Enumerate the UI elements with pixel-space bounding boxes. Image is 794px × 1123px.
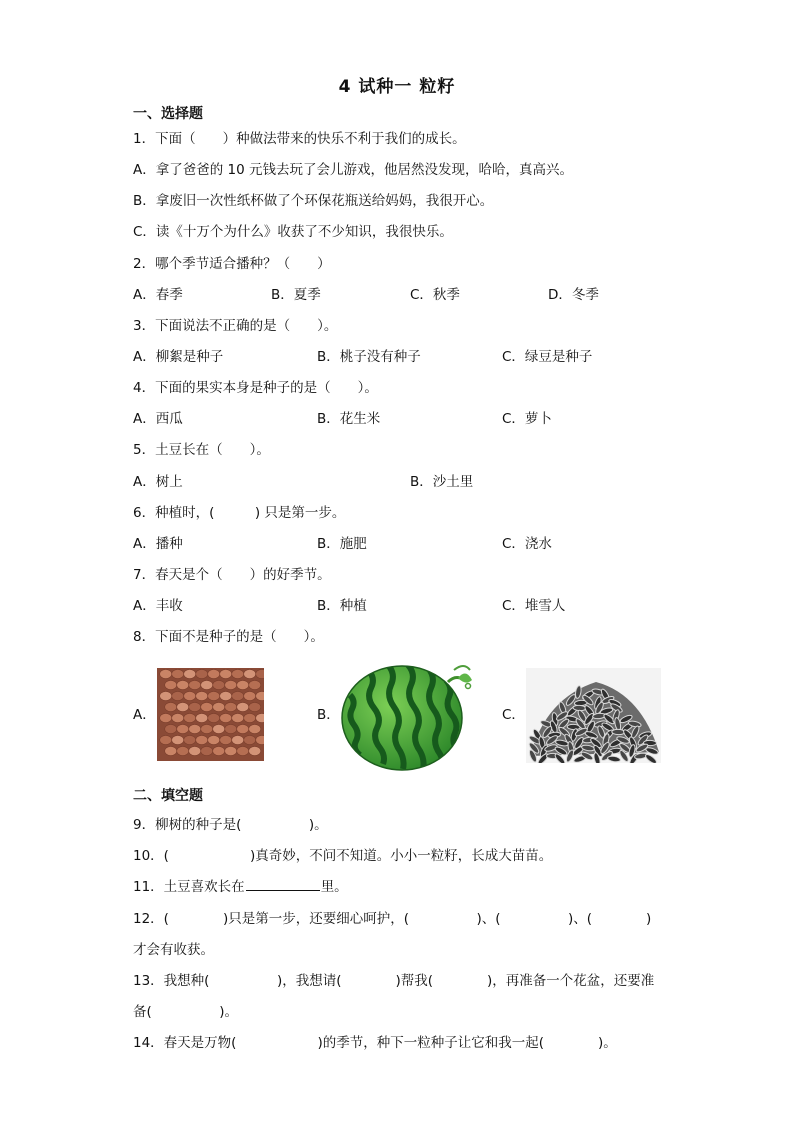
question-2-option-a: A．春季 xyxy=(133,287,183,303)
question-7-option-b: B．种植 xyxy=(317,598,367,614)
question-11 xyxy=(133,878,348,896)
question-5-option-a: A．树上 xyxy=(133,474,183,490)
question-1-option-c: C．读《十万个为什么》收获了不少知识，我很快乐。 xyxy=(133,224,453,240)
question-3-option-c: C．绿豆是种子 xyxy=(502,349,593,365)
question-1-option-a: A．拿了爸爸的 10 元钱去玩了会儿游戏，他居然没发现，哈哈，真高兴。 xyxy=(133,162,573,178)
question-14: 14．春天是万物( )的季节，种下一粒种子让它和我一起( )。 xyxy=(133,1035,617,1051)
question-6-option-a: A．播种 xyxy=(133,536,183,552)
sunflower-seeds-image xyxy=(526,668,661,763)
question-10: 10．( )真奇妙，不问不知道。小小一粒籽，长成大苗苗。 xyxy=(133,848,553,864)
question-3-option-b: B．桃子没有种子 xyxy=(317,349,421,365)
question-11-suffix: 里。 xyxy=(320,879,348,895)
question-2-stem: 2．哪个季节适合播种？（ ） xyxy=(133,256,331,272)
watermelon-icon xyxy=(340,660,475,772)
peanuts-icon xyxy=(157,668,264,761)
question-8-stem: 8．下面不是种子的是（ ）。 xyxy=(133,629,324,645)
question-6-stem: 6．种植时，( ) 只是第一步。 xyxy=(133,505,346,521)
question-1-stem: 1．下面（ ）种做法带来的快乐不利于我们的成长。 xyxy=(133,131,466,147)
question-1-option-b: B．拿废旧一次性纸杯做了个环保花瓶送给妈妈，我很开心。 xyxy=(133,193,494,209)
question-6-option-c: C．浇水 xyxy=(502,536,552,552)
question-7-stem: 7．春天是个（ ）的好季节。 xyxy=(133,567,331,583)
section-choice-heading: 一、选择题 xyxy=(133,106,203,122)
peanuts-image xyxy=(157,668,264,761)
question-12-line-2: 才会有收获。 xyxy=(133,942,214,958)
question-2-option-c: C．秋季 xyxy=(410,287,460,303)
question-12-line-1: 12．( )只是第一步，还要细心呵护，( )、( )、( ) xyxy=(133,911,652,927)
question-7-option-c: C．堆雪人 xyxy=(502,598,566,614)
question-3-stem: 3．下面说法不正确的是（ ）。 xyxy=(133,318,338,334)
question-8-option-c: C． xyxy=(502,707,525,723)
question-2-option-d: D．冬季 xyxy=(548,287,599,303)
question-2-option-b: B．夏季 xyxy=(271,287,321,303)
question-4-stem: 4．下面的果实本身是种子的是（ ）。 xyxy=(133,380,378,396)
question-8-option-b: B． xyxy=(317,707,340,723)
question-8-option-a: A． xyxy=(133,707,156,723)
question-4-option-b: B．花生米 xyxy=(317,411,381,427)
question-5-stem: 5．土豆长在（ ）。 xyxy=(133,442,270,458)
question-6-option-b: B．施肥 xyxy=(317,536,367,552)
question-3-option-a: A．柳絮是种子 xyxy=(133,349,224,365)
question-5-option-b: B．沙土里 xyxy=(410,474,474,490)
sunflower-seeds-icon xyxy=(526,668,661,763)
page-title: 4 试种一 粒籽 xyxy=(338,77,456,97)
question-9: 9．柳树的种子是( )。 xyxy=(133,817,328,833)
watermelon-image xyxy=(340,660,475,772)
question-4-option-a: A．西瓜 xyxy=(133,411,183,427)
question-11-prefix: 11．土豆喜欢长在 xyxy=(133,879,245,895)
question-11-blank[interactable] xyxy=(246,878,320,891)
section-fill-heading: 二、填空题 xyxy=(133,788,203,804)
question-7-option-a: A．丰收 xyxy=(133,598,183,614)
question-13-line-2: 备( )。 xyxy=(133,1004,239,1020)
question-13-line-1: 13．我想种( )，我想请( )帮我( )，再准备一个花盆，还要准 xyxy=(133,973,655,989)
question-4-option-c: C．萝卜 xyxy=(502,411,552,427)
